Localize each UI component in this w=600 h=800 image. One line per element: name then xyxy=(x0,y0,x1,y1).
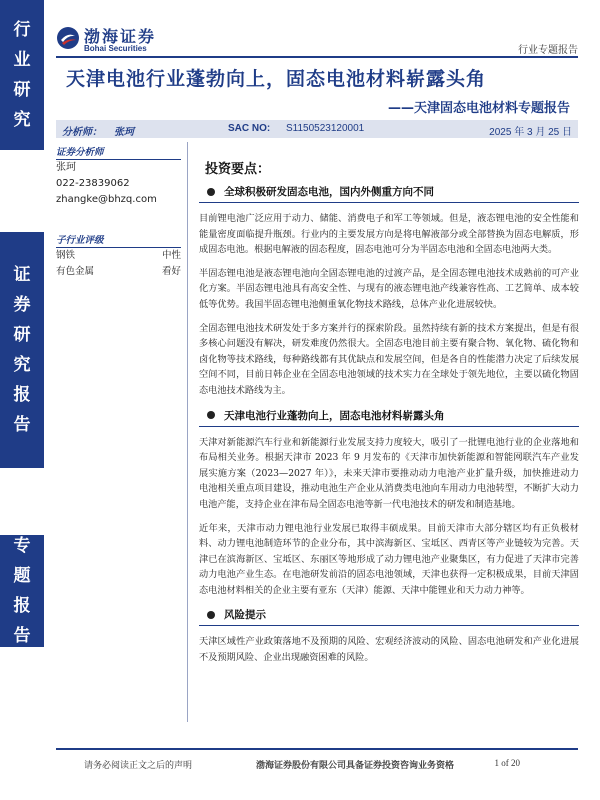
analyst-name: 张珂 xyxy=(114,127,134,138)
paragraph: 半固态锂电池是液态锂电池向全固态锂电池的过渡产品，是全固态锂电池技术成熟前的可产业化方案。半固态锂电池具有高安全性、与现有的液态锂电池产线兼容性高、工艺简单、成本较低等优势。我国半固态锂电池侧重氧化物技术路线，总体产业化进展较快。 xyxy=(199,267,579,310)
rating-industry: 有色金属 xyxy=(56,266,95,277)
section-title xyxy=(199,184,579,203)
side-tab-char: 报 xyxy=(13,385,31,405)
analyst-section-heading: 证券分析师 xyxy=(56,142,181,160)
company-logo xyxy=(56,18,176,58)
logo-english-name: Bohai Securities xyxy=(84,44,147,53)
paragraph: 天津对新能源汽车行业和新能源行业发展支持力度较大，吸引了一批锂电池行业的企业落地和布局相关业务。根据天津市 2023 年 9 月发布的《天津市加快新能源和智能网联汽车产业发展实施方案（2023—2027 年）》，未来天津市要推动动力电池产业扩量升级，加快推进动力电池相关重点项目建设，推动电池生产企业从消费类电池向车用动力电池转型，不断扩大动力电池产能，支持企业在津布局全固态电池等新一代电池技术的研发和制造基地。 xyxy=(199,436,579,510)
rating-row xyxy=(56,248,181,264)
column-divider xyxy=(187,142,188,722)
side-tab-char: 告 xyxy=(13,415,31,435)
sac-label: SAC NO: xyxy=(228,123,271,134)
side-tab-char: 研 xyxy=(13,80,31,100)
section-title-text: 风险提示 xyxy=(224,609,266,622)
header-rule xyxy=(56,56,578,58)
analyst-label: 分析师： xyxy=(62,127,102,138)
side-tab-char: 告 xyxy=(13,626,31,646)
left-side-bar xyxy=(0,0,44,800)
side-tab-special-report xyxy=(0,535,44,647)
bullet-icon xyxy=(207,411,215,419)
section-title xyxy=(199,408,579,427)
side-tab-securities-research-report xyxy=(0,232,44,468)
paragraph: 目前锂电池广泛应用于动力、储能、消费电子和军工等领域。但是，液态锂电池的安全性能和能量密度面临提升瓶颈。行业内的主要发展方向是将电解液部分或全部替换为固态电解质，形成固态电池。根据电解液的固态程度，固态电池可分为半固态电池和全固态电池两大类。 xyxy=(199,213,579,256)
main-content xyxy=(199,158,579,674)
side-tab-char: 究 xyxy=(13,110,31,130)
info-bar xyxy=(56,120,578,138)
logo-chinese-name: 渤海证券 xyxy=(84,27,157,46)
rating-section-heading: 子行业评级 xyxy=(56,230,181,248)
report-type: 行业专题报告 xyxy=(518,45,578,56)
footer-rule xyxy=(56,748,578,750)
side-tab-char: 报 xyxy=(13,596,31,616)
side-tab-industry-research xyxy=(0,0,44,150)
sidebar xyxy=(56,142,181,280)
paragraph: 全固态锂电池技术研发处于多方案并行的探索阶段。虽然持续有新的技术方案提出，但是有很多核心问题没有解决，研发难度仍然很大。全固态电池目前主要有聚合物、氧化物、硫化物和卤化物等技术路线，每种路线都有其优缺点和发展空间，但是各自的性能潜力决定了后续发展空间不同，目前日韩企业在全固态电池领域的技术实力在全球处于领先地位，主要以硫化物固态电池技术路线为主。 xyxy=(199,322,579,396)
sac-number: S1150523120001 xyxy=(286,123,365,134)
paragraph: 近年来，天津市动力锂电池行业发展已取得丰硕成果。目前天津市大部分辖区均有正负极材料、动力锂电池制造环节的企业分布，其中滨海新区、宝坻区、西青区等产业链较为完善。天津已在滨海新区、宝坻区、东丽区等地形成了动力锂电池产业聚集区，有力促进了天津市完善动力电池产业生态。在电池研发前沿的固态电池领域，天津也获得一定积极成果，目前天津固态电池材料相关的企业主要有亚东（天津）能源、天津中能锂业和天力动力神等。 xyxy=(199,522,579,596)
report-subtitle: ——天津固态电池材料专题报告 xyxy=(387,101,570,116)
side-tab-char: 专 xyxy=(13,536,31,556)
side-tab-char: 业 xyxy=(13,50,31,70)
report-title: 天津电池行业蓬勃向上，固态电池材料崭露头角 xyxy=(66,68,487,90)
section-title-text: 全球积极研发固态电池，国内外侧重方向不同 xyxy=(224,186,434,198)
section-title xyxy=(199,607,579,626)
investment-points-heading: 投资要点： xyxy=(205,162,271,177)
side-tab-char: 研 xyxy=(13,325,31,345)
side-tab-char: 题 xyxy=(13,566,31,586)
rating-value: 中性 xyxy=(161,250,181,261)
bullet-icon xyxy=(207,611,215,619)
rating-industry: 钢铁 xyxy=(56,250,76,261)
footer-disclaimer-note: 请务必阅读正文之后的声明 xyxy=(84,761,193,771)
bullet-icon xyxy=(207,188,215,196)
analyst-phone: 022-23839062 xyxy=(56,178,130,189)
side-tab-char: 证 xyxy=(13,265,31,285)
page-number: 1 of 20 xyxy=(494,758,520,768)
rating-row xyxy=(56,264,181,280)
paragraph: 天津区域性产业政策落地不及预期的风险、宏观经济波动的风险、固态电池研发和产业化进展不及预期风险、企业出现融资困难的风险。 xyxy=(199,636,579,664)
side-tab-char: 行 xyxy=(13,20,31,40)
rating-value: 看好 xyxy=(161,266,181,277)
analyst-email[interactable]: zhangke@bhzq.com xyxy=(56,194,157,205)
bohai-logo-icon xyxy=(56,26,80,50)
side-tab-char: 究 xyxy=(13,355,31,375)
sidebar-analyst-name: 张珂 xyxy=(56,162,76,173)
section-title-text: 天津电池行业蓬勃向上，固态电池材料崭露头角 xyxy=(224,409,445,422)
footer-company-qualification: 渤海证券股份有限公司具备证券投资咨询业务资格 xyxy=(256,761,455,771)
side-tab-char: 券 xyxy=(13,295,31,315)
report-date: 2025 年 3 月 25 日 xyxy=(489,127,572,138)
